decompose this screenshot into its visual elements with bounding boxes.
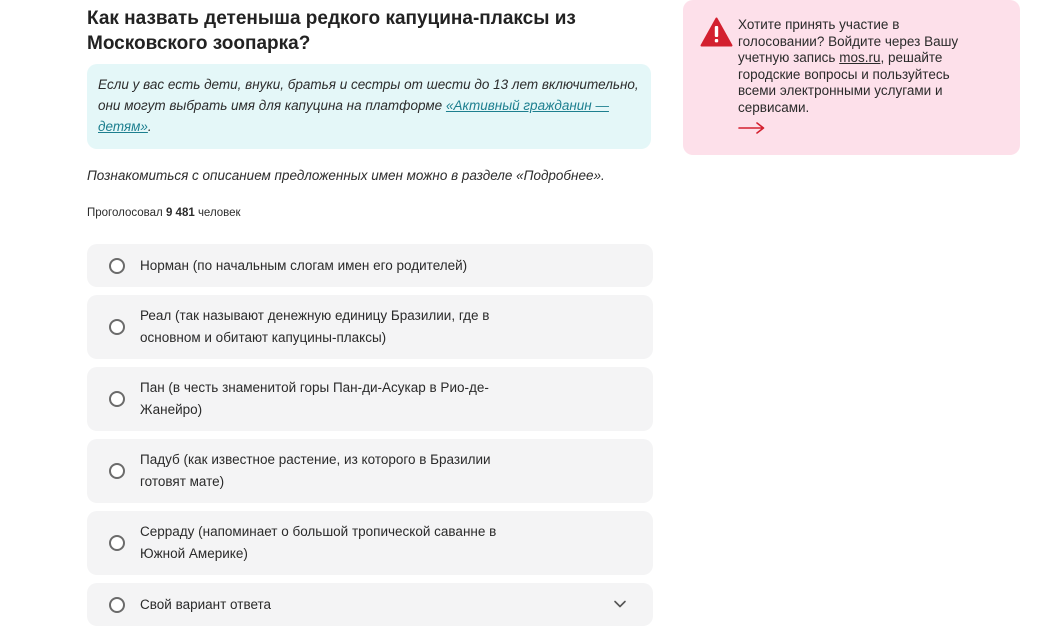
answer-option-serradu[interactable] — [87, 511, 653, 575]
radio-button[interactable] — [109, 258, 125, 274]
chevron-down-icon[interactable] — [613, 597, 627, 611]
radio-button[interactable] — [109, 535, 125, 551]
answer-option-custom[interactable] — [87, 583, 653, 626]
question-title: Как назвать детеныша редкого капуцина-плаксы из Московского зоопарка? — [87, 8, 576, 54]
vote-count — [87, 205, 241, 221]
radio-button[interactable] — [109, 319, 125, 335]
login-alert-text-end: , решайте городские вопросы и пользуйтесь всеми электронными услугами и сервисами. — [738, 50, 950, 115]
mos-ru-link[interactable]: mos.ru — [839, 50, 881, 65]
radio-button[interactable] — [109, 597, 125, 613]
login-alert-text — [738, 17, 988, 116]
answer-option-label: Свой вариант ответа — [140, 596, 272, 612]
answer-option-padub[interactable] — [87, 439, 653, 503]
login-alert — [683, 0, 1020, 155]
answer-options — [87, 244, 653, 634]
vote-count-prefix: Проголосовал — [87, 207, 163, 219]
arrow-right-icon[interactable] — [738, 121, 766, 135]
details-text: Познакомиться с описанием предложенных имен можно в разделе «Подробнее». — [87, 168, 605, 183]
active-citizen-kids-link[interactable]: «Активный гражданин — детям» — [98, 98, 609, 134]
info-box — [87, 64, 651, 149]
login-alert-text-start: Хотите принять участие в голосовании? Войдите через Вашу учетную запись — [738, 17, 959, 65]
answer-option-real[interactable] — [87, 295, 653, 359]
radio-button[interactable] — [109, 391, 125, 407]
answer-option-pan[interactable] — [87, 367, 653, 431]
answer-option-label: Падуб (как известное растение, из которого в Бразилии готовят мате) — [140, 452, 491, 489]
answer-option-label: Пан (в честь знаменитой горы Пан-ди-Асукар в Рио-де-Жанейро) — [140, 380, 489, 417]
answer-option-label: Серраду (напоминает о большой тропической саванне в Южной Америке) — [140, 524, 497, 561]
radio-button[interactable] — [109, 463, 125, 479]
vote-count-suffix: человек — [197, 207, 241, 219]
answer-option-norman[interactable] — [87, 244, 653, 287]
answer-option-label: Реал (так называют денежную единицу Бразилии, где в основном и обитают капуцины-плаксы) — [140, 308, 490, 345]
vote-count-number: 9 481 — [165, 207, 195, 219]
warning-triangle-icon — [700, 17, 733, 47]
info-text: Если у вас есть дети, внуки, братья и сестры от шести до 13 лет включительно, они могут выбрать имя для капуцина на платформе — [98, 77, 639, 113]
info-text-end: . — [147, 119, 152, 134]
answer-option-label: Норман (по начальным слогам имен его родителей) — [140, 257, 468, 273]
